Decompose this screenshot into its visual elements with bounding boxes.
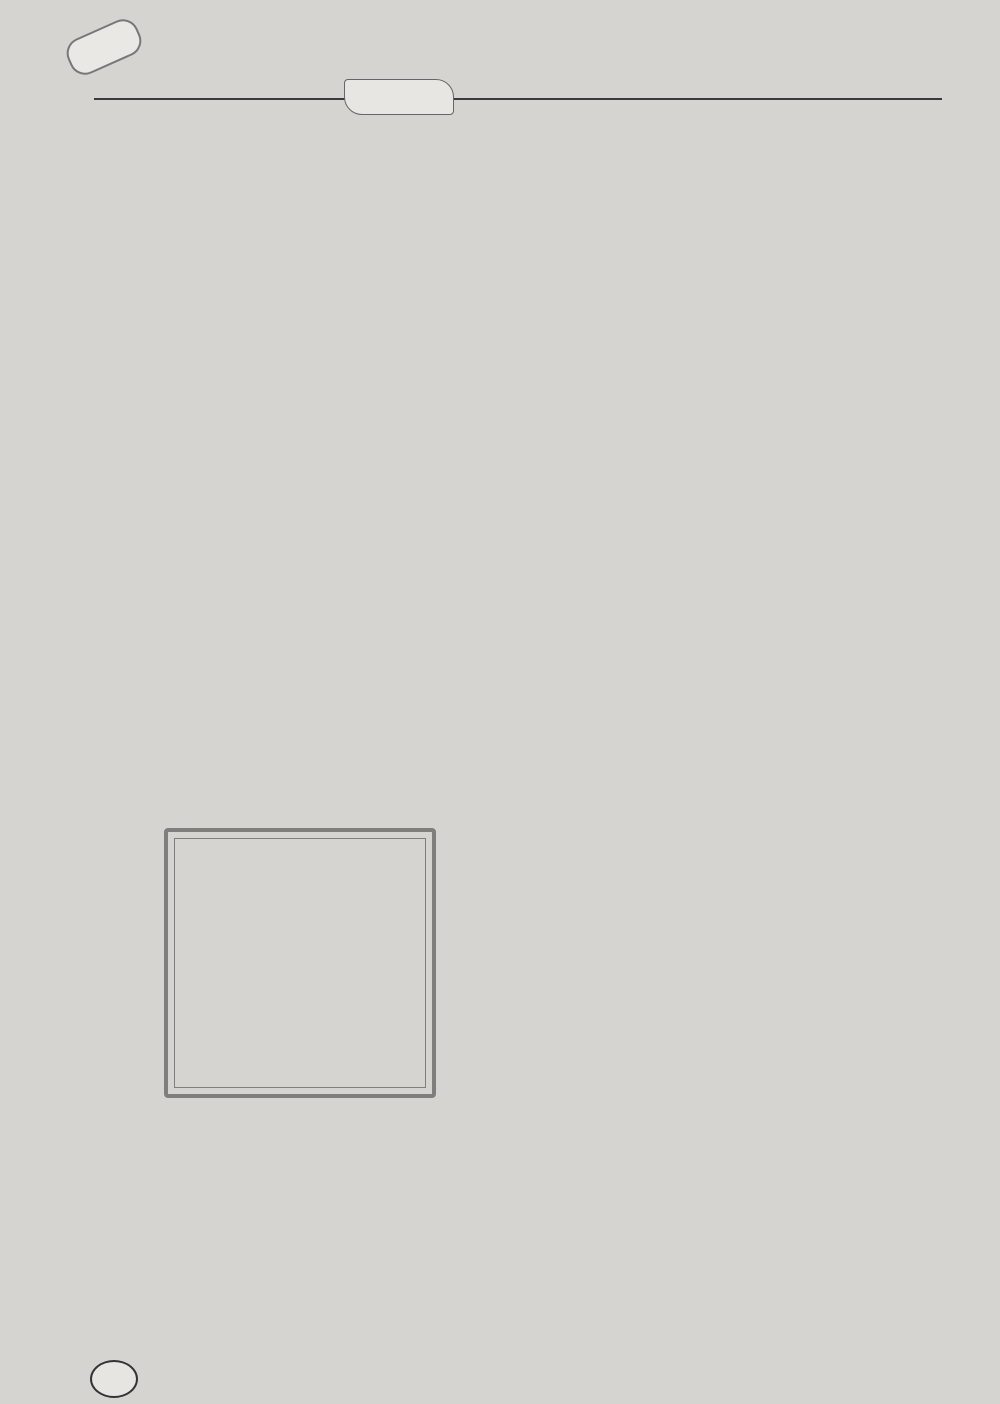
new-badge: [62, 14, 147, 80]
stamp-seal: [164, 828, 436, 1098]
subject-tab: [344, 79, 454, 115]
page-number: [90, 1360, 138, 1398]
header-rule: [94, 98, 942, 100]
